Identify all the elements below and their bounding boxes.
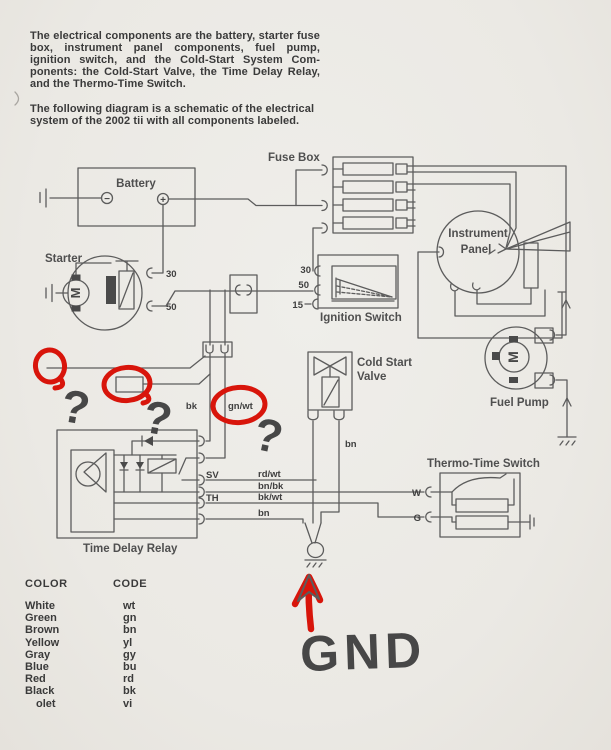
thermo-time-switch-component	[412, 458, 540, 537]
color-name: Brown	[25, 624, 60, 637]
starter-terminal-50-hook	[147, 301, 152, 311]
table-row	[25, 673, 225, 685]
color-code: bu	[123, 660, 137, 673]
battery-plus-terminal: +	[160, 195, 166, 206]
fuel-pump-motor-m: M	[505, 351, 521, 363]
bk-wt-wire	[206, 503, 424, 517]
color-code: yl	[123, 636, 133, 649]
bn-valve-label: bn	[345, 439, 357, 450]
bn-ground-wire	[206, 519, 303, 523]
color-name: White	[25, 600, 55, 612]
cold-start-valve-label-1: Cold Start	[357, 357, 412, 369]
instrument-panel-label-2: Panel	[460, 244, 492, 256]
thermo-time-switch-label: Thermo-Time Switch	[427, 458, 540, 470]
battery-wires	[152, 170, 322, 273]
fuse-box-component	[268, 152, 415, 233]
table-row	[25, 661, 225, 673]
table-row	[25, 698, 225, 710]
table-row	[25, 637, 225, 649]
csv-bn-wire	[321, 421, 339, 523]
annotation-gnd-text: GND	[299, 621, 428, 683]
wire-color-code-table	[25, 578, 225, 710]
color-code: bk	[123, 685, 136, 698]
table-row	[25, 600, 225, 612]
annotation-question-mark-1: ?	[57, 378, 94, 436]
bn-label: bn	[258, 508, 270, 519]
annotation-question-mark-2: ?	[139, 389, 177, 447]
ignition-switch-label: Ignition Switch	[320, 312, 402, 324]
ground-symbol-starter	[46, 285, 52, 302]
bn-bk-label: bn/bk	[258, 481, 284, 492]
ground-symbol-battery	[40, 189, 46, 207]
instrument-panel-component	[415, 172, 570, 338]
code-header: CODE	[113, 578, 148, 590]
relay-output-wires	[206, 469, 424, 523]
color-code: rd	[123, 673, 134, 686]
sv-terminal-label: SV	[206, 470, 219, 481]
gn-wt-wire-label: gn/wt	[228, 401, 253, 412]
starter-label: Starter	[45, 253, 83, 265]
fuse-left-pin-3	[322, 223, 327, 233]
annotation-question-mark-3: ?	[249, 407, 288, 464]
color-table-header	[25, 578, 225, 600]
color-code: gn	[123, 612, 137, 625]
fuse-left-pin-2	[322, 201, 327, 211]
rd-wt-label: rd/wt	[258, 469, 281, 480]
ign-30-label: 30	[300, 265, 311, 276]
color-name: Green	[25, 612, 57, 625]
mystery-component	[116, 377, 143, 392]
bk-wire-label: bk	[185, 401, 197, 412]
cold-start-valve-component	[308, 352, 412, 523]
mystery-component-wire	[143, 374, 210, 384]
ign-15-label: 15	[292, 300, 303, 311]
fuel-pump-ground-wire	[556, 380, 567, 437]
intro-paragraph: The electrical components are the battery, starter fuse box, instrument panel components, fuel pump, ignition switch, and the Cold-Start System Com-ponents: the Cold-Start Valve, the Time Delay Relay, and the Thermo-Time Switch.	[30, 30, 320, 90]
ground-connector	[305, 523, 326, 567]
color-name: Gray	[25, 648, 51, 661]
color-code: gy	[123, 648, 136, 661]
bk-wire	[206, 354, 210, 441]
battery-label: Battery	[116, 178, 156, 190]
time-delay-relay-label: Time Delay Relay	[83, 543, 178, 555]
ground-symbol-fuel-pump	[558, 437, 576, 445]
color-code: vi	[123, 697, 133, 710]
starter-component	[45, 253, 313, 330]
instrument-panel-label-1: Instrument	[448, 228, 508, 240]
ground-symbol-thermo	[530, 515, 534, 529]
table-row	[25, 685, 225, 697]
color-name: Blue	[25, 660, 49, 673]
w-terminal-label: W	[412, 488, 421, 499]
time-delay-relay-component	[57, 430, 219, 555]
starter-50-label: 50	[166, 302, 177, 313]
starter-terminal-30-hook	[147, 268, 152, 278]
fuel-pump-component	[415, 166, 576, 445]
th-terminal-label: TH	[206, 493, 219, 504]
color-code: wt	[123, 600, 136, 612]
ignition-switch-component	[292, 228, 401, 324]
table-row	[25, 649, 225, 661]
battery-component	[40, 168, 195, 226]
color-header: COLOR	[25, 578, 68, 590]
table-row	[25, 612, 225, 624]
bus-connector-box	[230, 275, 257, 313]
color-name: olet	[36, 697, 56, 710]
color-name: Black	[25, 685, 55, 698]
scan-artifact	[15, 92, 19, 105]
starter-motor-m: M	[68, 287, 83, 299]
starter-30-label: 30	[166, 269, 177, 280]
fuel-pump-label: Fuel Pump	[490, 397, 549, 409]
diagram-caption-paragraph: The following diagram is a schematic of the electrical system of the 2002 tii with all components labeled.	[30, 103, 315, 127]
fuse-box-label: Fuse Box	[268, 152, 320, 164]
color-name: Yellow	[25, 636, 60, 649]
ign-50-label: 50	[298, 280, 309, 291]
color-name: Red	[25, 673, 46, 686]
bk-wt-label: bk/wt	[258, 492, 283, 503]
cold-start-valve-label-2: Valve	[357, 371, 387, 383]
table-row	[25, 624, 225, 636]
g-terminal-label: G	[413, 513, 421, 524]
battery-minus-terminal: −	[104, 194, 110, 205]
fuse-left-pin-1	[322, 165, 327, 175]
color-code: bn	[123, 624, 137, 637]
ign-terminal-15-hook	[313, 299, 318, 309]
